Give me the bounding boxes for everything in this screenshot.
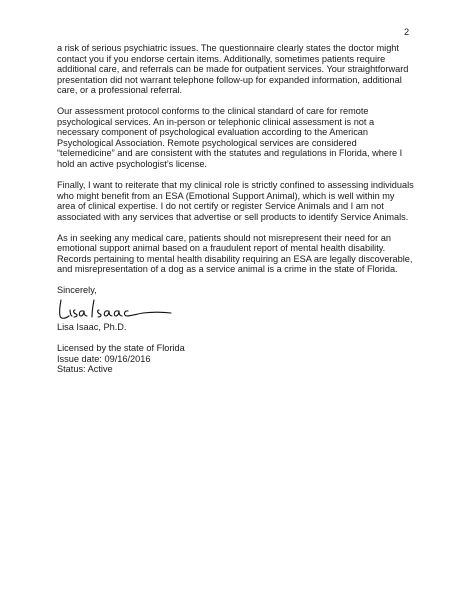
letter-body bbox=[57, 43, 437, 375]
text-line: As in seeking any medical care, patients should not misrepresent their need for an bbox=[57, 232, 391, 243]
text-line: “telemedicine” and are consistent with the statutes and regulations in Florida, where I bbox=[57, 148, 403, 159]
text-line: Finally, I want to reiterate that my clinical role is strictly confined to assessing individuals bbox=[57, 180, 414, 191]
text-line: Our assessment protocol conforms to the clinical standard of care for remote bbox=[57, 106, 369, 117]
license-info bbox=[57, 343, 437, 375]
text-line: Records pertaining to mental health disability requiring an ESA are legally discoverable, bbox=[57, 253, 413, 264]
license-state: Licensed by the state of Florida bbox=[57, 342, 185, 353]
paragraph-protocol bbox=[57, 106, 437, 169]
text-line: additional care, and referrals can be made for outpatient services. Your straightforward bbox=[57, 64, 409, 75]
text-line: who might benefit from an ESA (Emotional Support Animal), which is well within my bbox=[57, 190, 395, 201]
text-line: emotional support animal based on a fraudulent report of mental health disability. bbox=[57, 243, 386, 254]
text-line: area of clinical expertise. I do not certify or register Service Animals and I am not bbox=[57, 201, 384, 212]
text-line: care, or a professional referral. bbox=[57, 85, 183, 96]
text-line: associated with any services that advertise or sell products to identify Service Animals. bbox=[57, 211, 409, 222]
text-line: contact you if you endorse certain items. Additionally, sometimes patients require bbox=[57, 53, 386, 64]
license-status: Status: Active bbox=[57, 364, 113, 375]
text-line: presentation did not warrant telephone follow-up for expanded information, additional bbox=[57, 74, 402, 85]
text-line: necessary component of psychological evaluation according to the American bbox=[57, 127, 369, 138]
closing-salutation: Sincerely, bbox=[57, 285, 97, 296]
handwritten-signature bbox=[57, 297, 187, 323]
paragraph-assessment-scope bbox=[57, 43, 437, 96]
text-line: Psychological Association. Remote psychological services are considered bbox=[57, 137, 357, 148]
text-line: psychological services. An in-person or telephonic clinical assessment is not a bbox=[57, 116, 375, 127]
text-line: hold an active psychologist’s license. bbox=[57, 158, 207, 169]
paragraph-misrepresentation bbox=[57, 233, 437, 275]
text-line: a risk of serious psychiatric issues. The questionnaire clearly states the doctor might bbox=[57, 43, 399, 53]
text-line: and misrepresentation of a dog as a service animal is a crime in the state of Florida. bbox=[57, 264, 398, 275]
paragraph-clinical-role bbox=[57, 180, 437, 222]
page-number: 2 bbox=[404, 27, 410, 37]
signer-name: Lisa Isaac, Ph.D. bbox=[57, 321, 127, 332]
license-issue-date: Issue date: 09/16/2016 bbox=[57, 353, 151, 364]
